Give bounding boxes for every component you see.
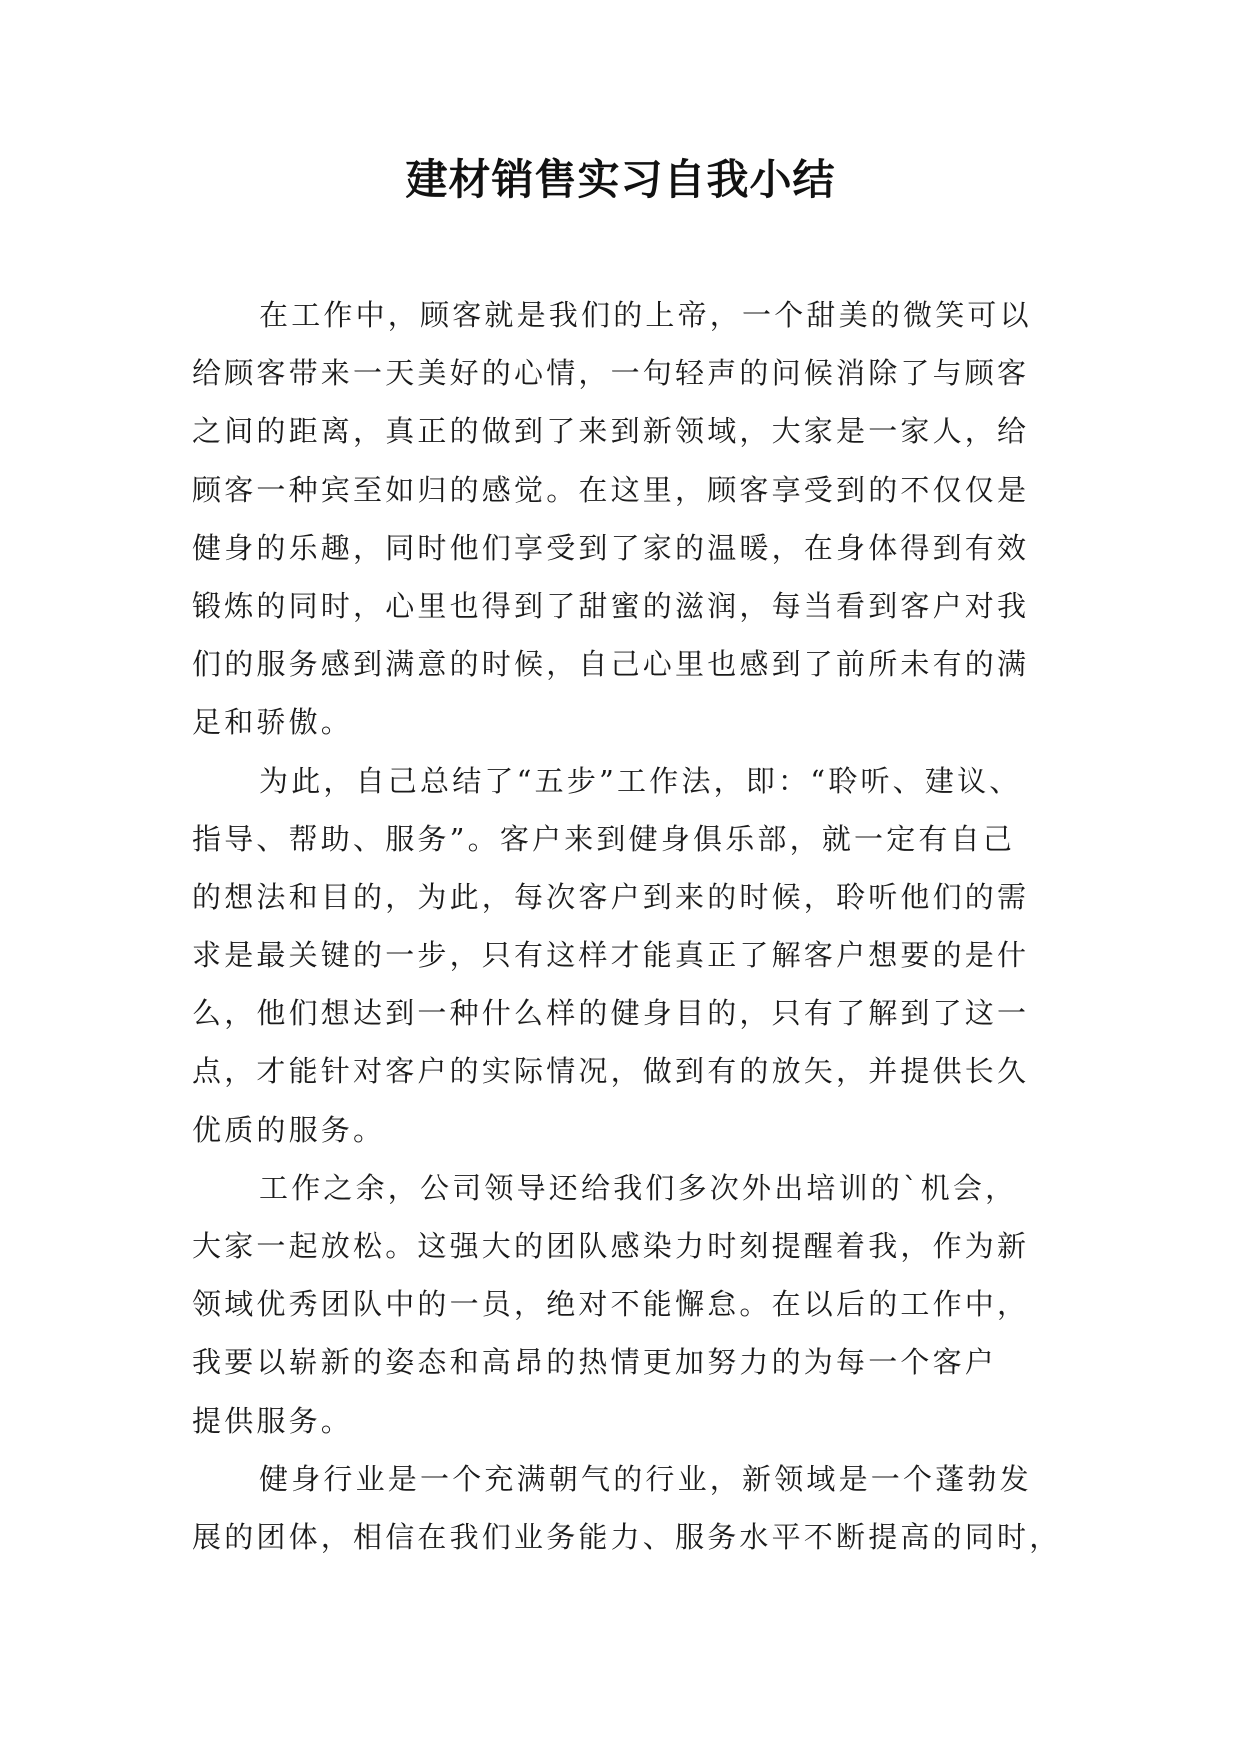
paragraph-1 bbox=[192, 286, 1052, 752]
paragraph-4 bbox=[192, 1450, 1062, 1566]
text-line: 锻炼的同时，心里也得到了甜蜜的滋润，每当看到客户对我 bbox=[192, 588, 1030, 623]
text-line: 求是最关键的一步，只有这样才能真正了解客户想要的是什 bbox=[192, 938, 1030, 973]
text-line: 点，才能针对客户的实际情况，做到有的放矢，并提供长久 bbox=[192, 1054, 1030, 1089]
text-line: 在工作中，顾客就是我们的上帝，一个甜美的微笑可以 bbox=[259, 298, 1032, 332]
text-line: 么，他们想达到一种什么样的健身目的，只有了解到了这一 bbox=[192, 996, 1030, 1031]
text-line: 我要以崭新的姿态和高昂的热情更加努力的为每一个客户 bbox=[192, 1345, 998, 1380]
text-line: 顾客一种宾至如归的感觉。在这里，顾客享受到的不仅仅是 bbox=[192, 472, 1030, 507]
text-line: 们的服务感到满意的时候，自己心里也感到了前所未有的满 bbox=[192, 647, 1030, 682]
text-line: 展的团体，相信在我们业务能力、服务水平不断提高的同时， bbox=[192, 1519, 1062, 1554]
text-line: 足和骄傲。 bbox=[192, 705, 354, 740]
paragraph-2 bbox=[192, 752, 1052, 1159]
document-title: 建材销售实习自我小结 bbox=[405, 155, 836, 204]
document-body bbox=[192, 286, 1062, 1566]
text-line: 的想法和目的，为此，每次客户到来的时候，聆听他们的需 bbox=[192, 879, 1030, 914]
text-line: 指导、帮助、服务”。客户来到健身俱乐部，就一定有自己 bbox=[192, 821, 1016, 856]
text-line: 优质的服务。 bbox=[192, 1112, 386, 1147]
paragraph-3 bbox=[192, 1159, 1052, 1450]
text-line: 工作之余，公司领导还给我们多次外出培训的`机会， bbox=[259, 1170, 1018, 1205]
text-line: 给顾客带来一天美好的心情，一句轻声的问候消除了与顾客 bbox=[192, 356, 1030, 391]
text-line: 为此，自己总结了“五步”工作法，即：“聆听、建议、 bbox=[259, 763, 1022, 798]
text-line: 之间的距离，真正的做到了来到新领域，大家是一家人，给 bbox=[192, 414, 1030, 449]
text-line: 领域优秀团队中的一员，绝对不能懈怠。在以后的工作中， bbox=[192, 1287, 1030, 1322]
text-line: 大家一起放松。这强大的团队感染力时刻提醒着我，作为新 bbox=[192, 1229, 1030, 1263]
text-line: 健身的乐趣，同时他们享受到了家的温暖，在身体得到有效 bbox=[192, 530, 1030, 565]
text-line: 健身行业是一个充满朝气的行业，新领域是一个蓬勃发 bbox=[259, 1461, 1032, 1496]
text-line: 提供服务。 bbox=[192, 1403, 354, 1438]
